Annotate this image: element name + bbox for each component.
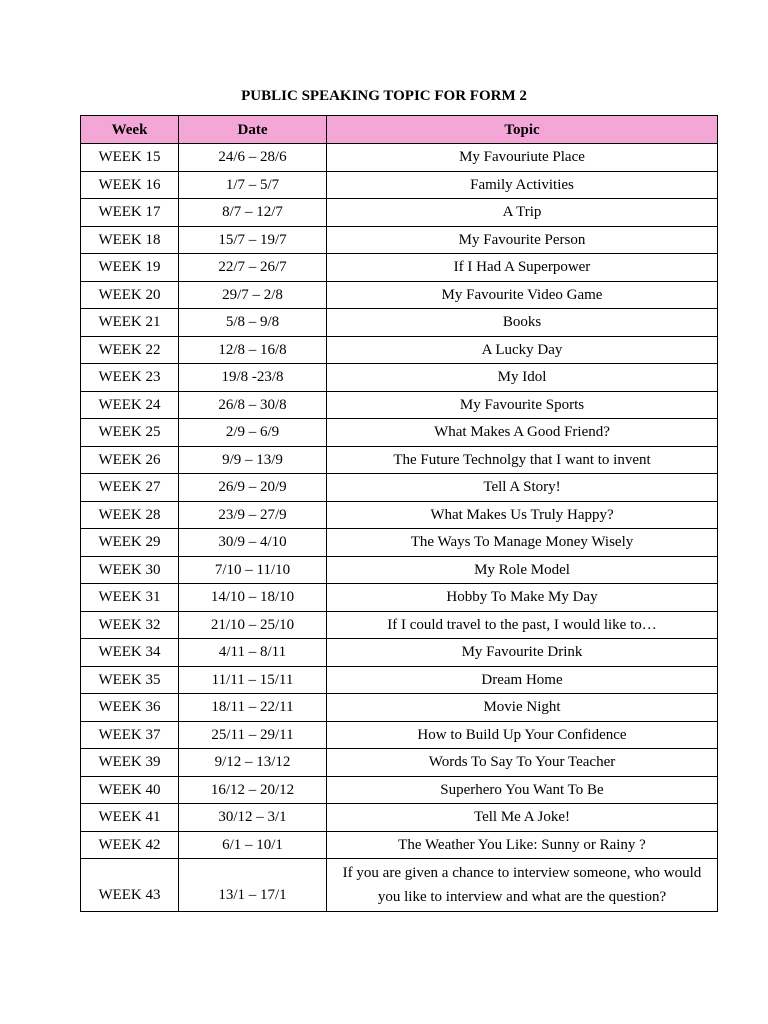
table-row (81, 749, 718, 777)
table-row (81, 199, 718, 227)
week-cell: WEEK 41 (81, 804, 179, 832)
week-cell: WEEK 20 (81, 281, 179, 309)
topic-cell: The Weather You Like: Sunny or Rainy ? (327, 831, 718, 859)
week-cell: WEEK 23 (81, 364, 179, 392)
date-cell: 26/8 – 30/8 (179, 391, 327, 419)
topic-schedule-table (80, 115, 718, 912)
topic-cell: Movie Night (327, 694, 718, 722)
week-cell: WEEK 35 (81, 666, 179, 694)
week-cell: WEEK 27 (81, 474, 179, 502)
table-row (81, 694, 718, 722)
topic-cell: How to Build Up Your Confidence (327, 721, 718, 749)
week-cell: WEEK 25 (81, 419, 179, 447)
table-row (81, 776, 718, 804)
topic-cell: My Role Model (327, 556, 718, 584)
table-row (81, 254, 718, 282)
week-cell: WEEK 15 (81, 144, 179, 172)
topic-cell: Family Activities (327, 171, 718, 199)
date-cell: 29/7 – 2/8 (179, 281, 327, 309)
topic-cell: My Favourite Drink (327, 639, 718, 667)
week-cell: WEEK 30 (81, 556, 179, 584)
topic-cell: Hobby To Make My Day (327, 584, 718, 612)
topic-cell: Tell Me A Joke! (327, 804, 718, 832)
table-row (81, 171, 718, 199)
week-cell: WEEK 22 (81, 336, 179, 364)
date-cell: 9/9 – 13/9 (179, 446, 327, 474)
date-cell: 22/7 – 26/7 (179, 254, 327, 282)
topic-cell: Tell A Story! (327, 474, 718, 502)
week-cell: WEEK 39 (81, 749, 179, 777)
week-cell: WEEK 18 (81, 226, 179, 254)
date-cell: 26/9 – 20/9 (179, 474, 327, 502)
table-row (81, 144, 718, 172)
date-cell: 25/11 – 29/11 (179, 721, 327, 749)
date-cell: 21/10 – 25/10 (179, 611, 327, 639)
week-cell: WEEK 43 (81, 859, 179, 912)
topic-cell: My Favourite Video Game (327, 281, 718, 309)
date-cell: 13/1 – 17/1 (179, 859, 327, 912)
table-row (81, 501, 718, 529)
date-cell: 1/7 – 5/7 (179, 171, 327, 199)
topic-cell: What Makes Us Truly Happy? (327, 501, 718, 529)
date-cell: 12/8 – 16/8 (179, 336, 327, 364)
column-header-week: Week (81, 116, 179, 144)
topic-cell: My Favourite Person (327, 226, 718, 254)
date-cell: 8/7 – 12/7 (179, 199, 327, 227)
topic-cell: The Future Technolgy that I want to invent (327, 446, 718, 474)
topic-cell: If you are given a chance to interview someone, who would you like to interview and what are the question? (327, 859, 718, 912)
date-cell: 6/1 – 10/1 (179, 831, 327, 859)
topic-cell: My Idol (327, 364, 718, 392)
week-cell: WEEK 40 (81, 776, 179, 804)
topic-cell: My Favouriute Place (327, 144, 718, 172)
table-row (81, 639, 718, 667)
table-row (81, 556, 718, 584)
week-cell: WEEK 19 (81, 254, 179, 282)
topic-cell: The Ways To Manage Money Wisely (327, 529, 718, 557)
table-row (81, 309, 718, 337)
topic-cell: What Makes A Good Friend? (327, 419, 718, 447)
topic-cell: Superhero You Want To Be (327, 776, 718, 804)
date-cell: 4/11 – 8/11 (179, 639, 327, 667)
week-cell: WEEK 17 (81, 199, 179, 227)
date-cell: 9/12 – 13/12 (179, 749, 327, 777)
date-cell: 19/8 -23/8 (179, 364, 327, 392)
date-cell: 30/12 – 3/1 (179, 804, 327, 832)
table-row (81, 529, 718, 557)
table-row (81, 804, 718, 832)
topic-cell: A Trip (327, 199, 718, 227)
week-cell: WEEK 34 (81, 639, 179, 667)
topic-cell: A Lucky Day (327, 336, 718, 364)
table-row (81, 364, 718, 392)
table-row (81, 859, 718, 912)
week-cell: WEEK 31 (81, 584, 179, 612)
table-row (81, 446, 718, 474)
table-row (81, 419, 718, 447)
date-cell: 24/6 – 28/6 (179, 144, 327, 172)
date-cell: 18/11 – 22/11 (179, 694, 327, 722)
topic-cell: If I could travel to the past, I would like to… (327, 611, 718, 639)
table-row (81, 611, 718, 639)
table-row (81, 584, 718, 612)
table-row (81, 281, 718, 309)
date-cell: 2/9 – 6/9 (179, 419, 327, 447)
topic-cell: If I Had A Superpower (327, 254, 718, 282)
table-row (81, 226, 718, 254)
date-cell: 14/10 – 18/10 (179, 584, 327, 612)
topic-cell: Dream Home (327, 666, 718, 694)
week-cell: WEEK 21 (81, 309, 179, 337)
page-title: PUBLIC SPEAKING TOPIC FOR FORM 2 (241, 88, 527, 104)
date-cell: 5/8 – 9/8 (179, 309, 327, 337)
date-cell: 7/10 – 11/10 (179, 556, 327, 584)
week-cell: WEEK 28 (81, 501, 179, 529)
topic-cell: Books (327, 309, 718, 337)
date-cell: 15/7 – 19/7 (179, 226, 327, 254)
date-cell: 30/9 – 4/10 (179, 529, 327, 557)
week-cell: WEEK 24 (81, 391, 179, 419)
table-row (81, 831, 718, 859)
table-row (81, 666, 718, 694)
topic-cell: My Favourite Sports (327, 391, 718, 419)
table-header-row (81, 116, 718, 144)
table-row (81, 721, 718, 749)
topic-cell: Words To Say To Your Teacher (327, 749, 718, 777)
week-cell: WEEK 26 (81, 446, 179, 474)
week-cell: WEEK 37 (81, 721, 179, 749)
week-cell: WEEK 32 (81, 611, 179, 639)
week-cell: WEEK 29 (81, 529, 179, 557)
week-cell: WEEK 36 (81, 694, 179, 722)
date-cell: 23/9 – 27/9 (179, 501, 327, 529)
date-cell: 11/11 – 15/11 (179, 666, 327, 694)
column-header-date: Date (179, 116, 327, 144)
week-cell: WEEK 42 (81, 831, 179, 859)
table-row (81, 336, 718, 364)
week-cell: WEEK 16 (81, 171, 179, 199)
column-header-topic: Topic (327, 116, 718, 144)
table-row (81, 474, 718, 502)
table-row (81, 391, 718, 419)
date-cell: 16/12 – 20/12 (179, 776, 327, 804)
